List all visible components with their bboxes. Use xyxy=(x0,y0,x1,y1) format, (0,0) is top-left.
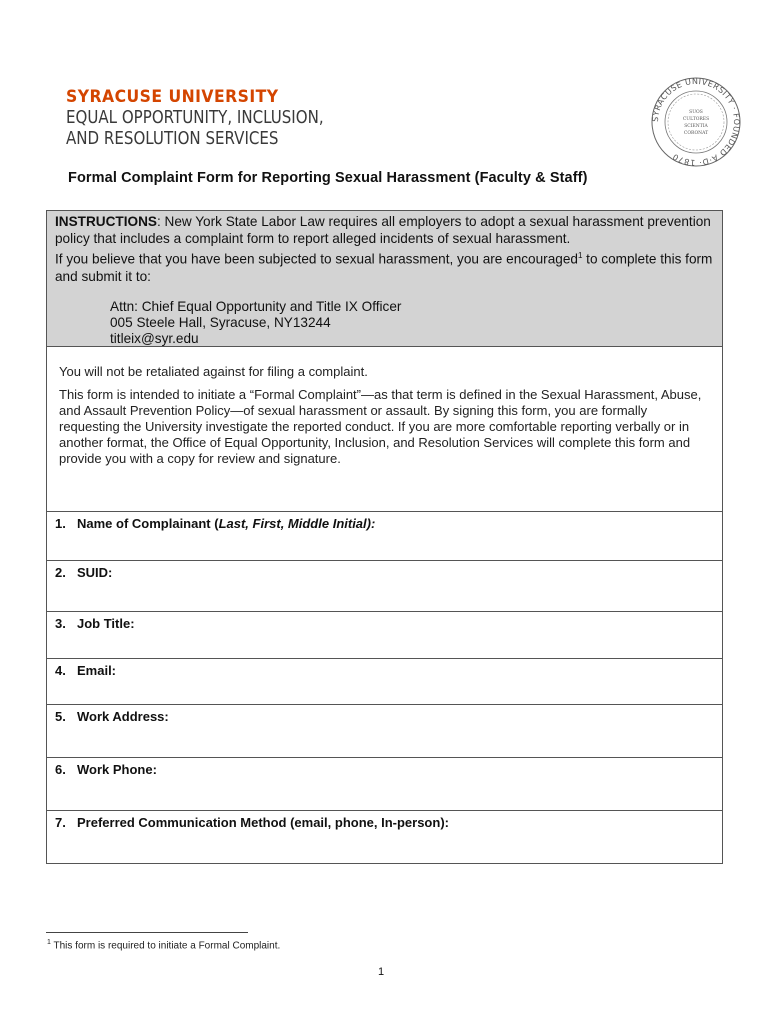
field-complainant-name[interactable]: 1. Name of Complainant (Last, First, Middle Initial): xyxy=(47,512,722,561)
footnote: $^1$ This form is required to initiate a Formal Complaint. xyxy=(47,939,281,952)
field-email[interactable]: 4. Email: xyxy=(47,659,722,705)
form-title: Formal Complaint Form for Reporting Sexual Harassment (Faculty & Staff) xyxy=(68,170,588,186)
email-link[interactable]: titleix@syr.edu xyxy=(110,330,199,346)
university-logo xyxy=(66,87,366,149)
instructions-panel xyxy=(47,211,722,347)
complaint-form xyxy=(46,210,723,864)
address-line: 005 Steele Hall, Syracuse, NY13244 xyxy=(110,314,331,330)
svg-text:SUOS: SUOS xyxy=(689,110,703,115)
retaliation-notice: You will not be retaliated against for filing a complaint. xyxy=(59,364,368,379)
field-suid[interactable]: 2. SUID: xyxy=(47,561,722,612)
field-communication-method[interactable]: 7. Preferred Communication Method (email, phone, In-person): xyxy=(55,815,449,830)
office-name-line1: EQUAL OPPORTUNITY, INCLUSION, xyxy=(66,108,324,128)
field-work-address[interactable]: 5. Work Address: xyxy=(47,705,722,758)
footnote-reference: 1 xyxy=(577,251,583,260)
attn-line: Attn: Chief Equal Opportunity and Title IX Officer xyxy=(110,298,402,314)
field-work-phone[interactable]: 6. Work Phone: xyxy=(47,758,722,811)
instructions-text: INSTRUCTIONS: New York State Labor Law requires all employers to adopt a sexual harassment prevention policy that includes a complaint form to report alleged incidents of sexual harassment. xyxy=(55,214,711,246)
university-name: SYRACUSE UNIVERSITY xyxy=(66,87,279,107)
instructions-label: INSTRUCTIONS xyxy=(55,214,157,229)
formal-complaint-notice: This form is intended to initiate a “Formal Complaint”—as that term is defined in the Sexual Harassment, Abuse, and Assault Prevention Policy—of sexual harassment or assault. By signing this form, you are formally requesting the University investigate the reported conduct. If you are more comfortable reporting verbally or in another format, the Office of Equal Opportunity, Inclusion, and Resolution Services will complete this form and provide you with a copy for review and signature. xyxy=(59,387,702,466)
university-seal xyxy=(650,76,742,168)
notice-section xyxy=(47,347,722,512)
svg-text:CORONAT: CORONAT xyxy=(683,131,709,136)
page-number: 1 xyxy=(378,966,385,978)
svg-text:CULTORES: CULTORES xyxy=(682,117,710,122)
svg-text:SYRACUSE UNIVERSITY · FOUNDED: SYRACUSE UNIVERSITY · FOUNDED A·D· 1870 xyxy=(650,76,742,168)
submission-address xyxy=(110,299,714,347)
footnote-divider xyxy=(46,932,248,933)
svg-text:SCIENTIA: SCIENTIA xyxy=(684,124,708,129)
field-job-title[interactable]: 3. Job Title: xyxy=(47,612,722,659)
instructions-encouragement: If you believe that you have been subjected to sexual harassment, you are encouraged$^1$ to complete this form and submit it to: xyxy=(55,251,713,284)
office-name-line2: AND RESOLUTION SERVICES xyxy=(66,129,279,149)
